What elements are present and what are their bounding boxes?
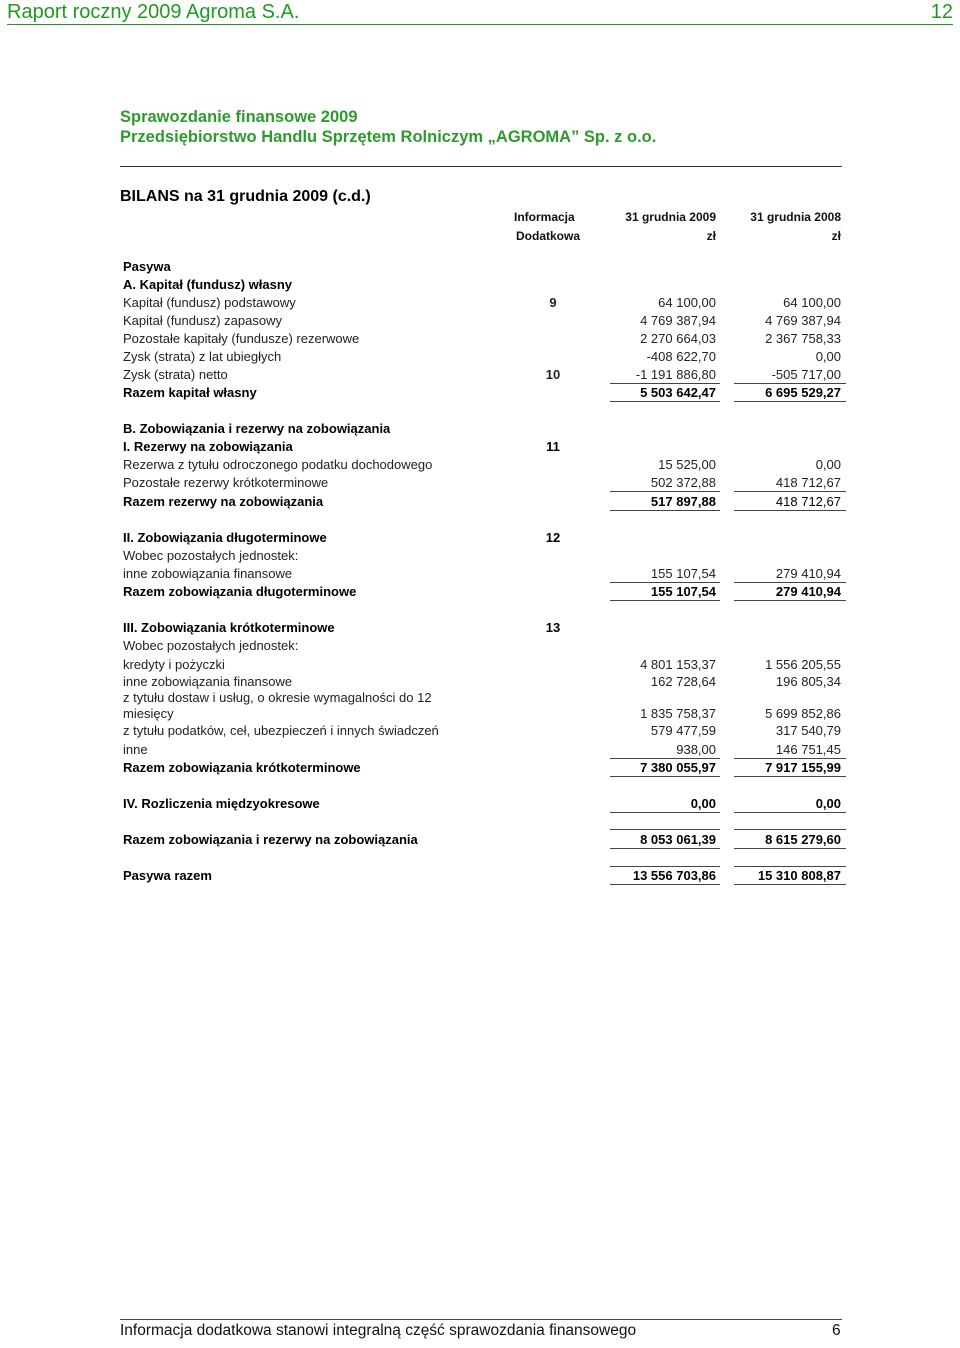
value-2008: 6 695 529,27 — [765, 385, 841, 400]
underline — [734, 812, 846, 813]
underline — [610, 582, 720, 583]
value-2008: 0,00 — [815, 796, 841, 811]
page-number: 12 — [930, 1, 953, 23]
report-title: Raport roczny 2009 Agroma S.A. — [7, 1, 300, 23]
value-2008: 7 917 155,99 — [765, 760, 841, 775]
company-name: Przedsiębiorstwo Handlu Sprzętem Rolniczym „AGROMA” Sp. z o.o. — [120, 128, 657, 146]
value-2008: 5 699 852,86 — [765, 706, 841, 721]
row-label: B. Zobowiązania i rezerwy na zobowiązania — [123, 421, 391, 436]
underline — [610, 848, 720, 849]
value-2009: 502 372,88 — [650, 475, 716, 490]
underline — [734, 491, 846, 492]
table-row — [0, 723, 960, 741]
section-b-header — [0, 421, 960, 439]
value-2009: 2 270 664,03 — [640, 331, 716, 346]
row-label: inne zobowiązania finansowe — [123, 566, 293, 581]
col-2008-unit: zł — [831, 229, 841, 243]
underline — [610, 866, 720, 867]
col-2008-header: 31 grudnia 2008 — [750, 210, 841, 224]
footer-page-number: 6 — [832, 1322, 841, 1339]
underline — [610, 884, 720, 885]
table-row — [0, 457, 960, 475]
underline — [734, 829, 846, 830]
value-2009: 162 728,64 — [650, 674, 716, 689]
row-label: kredyty i pożyczki — [123, 657, 225, 672]
value-2008: 8 615 279,60 — [765, 832, 841, 847]
value-2008: 418 712,67 — [775, 475, 841, 490]
note-ref: 13 — [545, 620, 561, 635]
row-label: Zysk (strata) z lat ubiegłych — [123, 349, 282, 364]
row-label: Wobec pozostałych jednostek: — [123, 638, 299, 653]
row-label: A. Kapitał (fundusz) własny — [123, 277, 293, 292]
row-label: Razem zobowiązania krótkoterminowe — [123, 760, 361, 775]
balance-sheet-title: BILANS na 31 grudnia 2009 (c.d.) — [120, 188, 371, 205]
underline — [734, 582, 846, 583]
value-2009: 0,00 — [690, 796, 716, 811]
value-2008: 2 367 758,33 — [765, 331, 841, 346]
row-label: III. Zobowiązania krótkoterminowe — [123, 620, 335, 635]
value-2009: 938,00 — [676, 742, 716, 757]
row-label: z tytułu podatków, ceł, ubezpieczeń i innych świadczeń — [123, 723, 439, 738]
value-2009: 5 503 642,47 — [640, 385, 716, 400]
value-2009: 4 769 387,94 — [640, 313, 716, 328]
row-label: miesięcy — [123, 706, 174, 721]
row-label: II. Zobowiązania długoterminowe — [123, 530, 327, 545]
value-2009: -1 191 886,80 — [635, 367, 716, 382]
value-2009: 517 897,88 — [650, 494, 716, 509]
statement-subtitle: Sprawozdanie finansowe 2009 — [120, 108, 358, 126]
value-2009: 155 107,54 — [650, 566, 716, 581]
section-pasywa — [0, 259, 960, 277]
row-label: Zysk (strata) netto — [123, 367, 228, 382]
value-2008: 418 712,67 — [775, 494, 841, 509]
underline — [610, 758, 720, 759]
underline — [734, 401, 846, 402]
row-label: Pozostałe rezerwy krótkoterminowe — [123, 475, 329, 490]
row-label: inne zobowiązania finansowe — [123, 674, 293, 689]
row-label: Pasywa — [123, 259, 171, 274]
col-note-header-2: Dodatkowa — [516, 229, 581, 243]
underline — [734, 600, 846, 601]
row-label: Wobec pozostałych jednostek: — [123, 548, 299, 563]
underline — [734, 510, 846, 511]
underline — [610, 383, 720, 384]
value-2008: 0,00 — [815, 457, 841, 472]
value-2008: 64 100,00 — [783, 295, 841, 310]
value-2009: 579 477,59 — [650, 723, 716, 738]
value-2008: 0,00 — [815, 349, 841, 364]
row-label: Razem kapitał własny — [123, 385, 257, 400]
value-2009: -408 622,70 — [646, 349, 716, 364]
value-2009: 155 107,54 — [650, 584, 716, 599]
value-2008: 279 410,94 — [775, 584, 841, 599]
underline — [734, 884, 846, 885]
table-row — [0, 349, 960, 367]
value-2008: -505 717,00 — [771, 367, 841, 382]
value-2008: 15 310 808,87 — [757, 868, 841, 883]
table-row — [0, 313, 960, 331]
underline — [610, 401, 720, 402]
table-row — [0, 331, 960, 349]
value-2008: 146 751,45 — [775, 742, 841, 757]
value-2008: 4 769 387,94 — [765, 313, 841, 328]
table-row — [0, 638, 960, 656]
underline — [610, 776, 720, 777]
underline — [610, 491, 720, 492]
value-2008: 196 805,34 — [775, 674, 841, 689]
value-2009: 1 835 758,37 — [640, 706, 716, 721]
value-2008: 1 556 205,55 — [765, 657, 841, 672]
row-label: z tytułu dostaw i usług, o okresie wymagalności do 12 — [123, 690, 432, 705]
value-2009: 4 801 153,37 — [640, 657, 716, 672]
value-2009: 8 053 061,39 — [640, 832, 716, 847]
value-2009: 7 380 055,97 — [640, 760, 716, 775]
row-label: I. Rezerwy na zobowiązania — [123, 439, 293, 454]
row-label: Razem zobowiązania długoterminowe — [123, 584, 357, 599]
note-ref: 11 — [546, 439, 560, 454]
value-2008: 317 540,79 — [775, 723, 841, 738]
row-label: IV. Rozliczenia międzyokresowe — [123, 796, 320, 811]
underline — [610, 812, 720, 813]
underline — [734, 758, 846, 759]
table-row — [0, 295, 960, 313]
row-label: Razem zobowiązania i rezerwy na zobowiązania — [123, 832, 418, 847]
note-ref: 10 — [545, 367, 561, 382]
underline — [610, 510, 720, 511]
value-2009: 13 556 703,86 — [632, 868, 716, 883]
underline — [734, 866, 846, 867]
row-label: Kapitał (fundusz) zapasowy — [123, 313, 282, 328]
divider — [120, 166, 842, 167]
underline — [610, 829, 720, 830]
section-a-header — [0, 277, 960, 295]
footer-divider — [120, 1319, 842, 1320]
col-2009-header: 31 grudnia 2009 — [625, 210, 716, 224]
footer-note: Informacja dodatkowa stanowi integralną część sprawozdania finansowego — [120, 1322, 637, 1339]
col-note-header-1: Informacja — [514, 210, 575, 224]
table-row — [0, 706, 960, 724]
underline — [734, 383, 846, 384]
row-label: Pasywa razem — [123, 868, 212, 883]
row-label: Kapitał (fundusz) podstawowy — [123, 295, 296, 310]
section-i-header — [0, 439, 960, 457]
note-ref: 9 — [549, 295, 557, 310]
table-row — [0, 548, 960, 566]
value-2009: 15 525,00 — [658, 457, 716, 472]
section-iii-header — [0, 620, 960, 638]
table-row — [0, 657, 960, 675]
underline — [734, 848, 846, 849]
value-2008: 279 410,94 — [775, 566, 841, 581]
row-label: Razem rezerwy na zobowiązania — [123, 494, 324, 509]
section-ii-header — [0, 530, 960, 548]
col-2009-unit: zł — [706, 229, 716, 243]
underline — [734, 776, 846, 777]
underline — [610, 600, 720, 601]
row-label: Rezerwa z tytułu odroczonego podatku dochodowego — [123, 457, 433, 472]
row-label: inne — [123, 742, 148, 757]
note-ref: 12 — [545, 530, 561, 545]
row-label: Pozostałe kapitały (fundusze) rezerwowe — [123, 331, 360, 346]
value-2009: 64 100,00 — [658, 295, 716, 310]
page-header — [7, 0, 953, 25]
